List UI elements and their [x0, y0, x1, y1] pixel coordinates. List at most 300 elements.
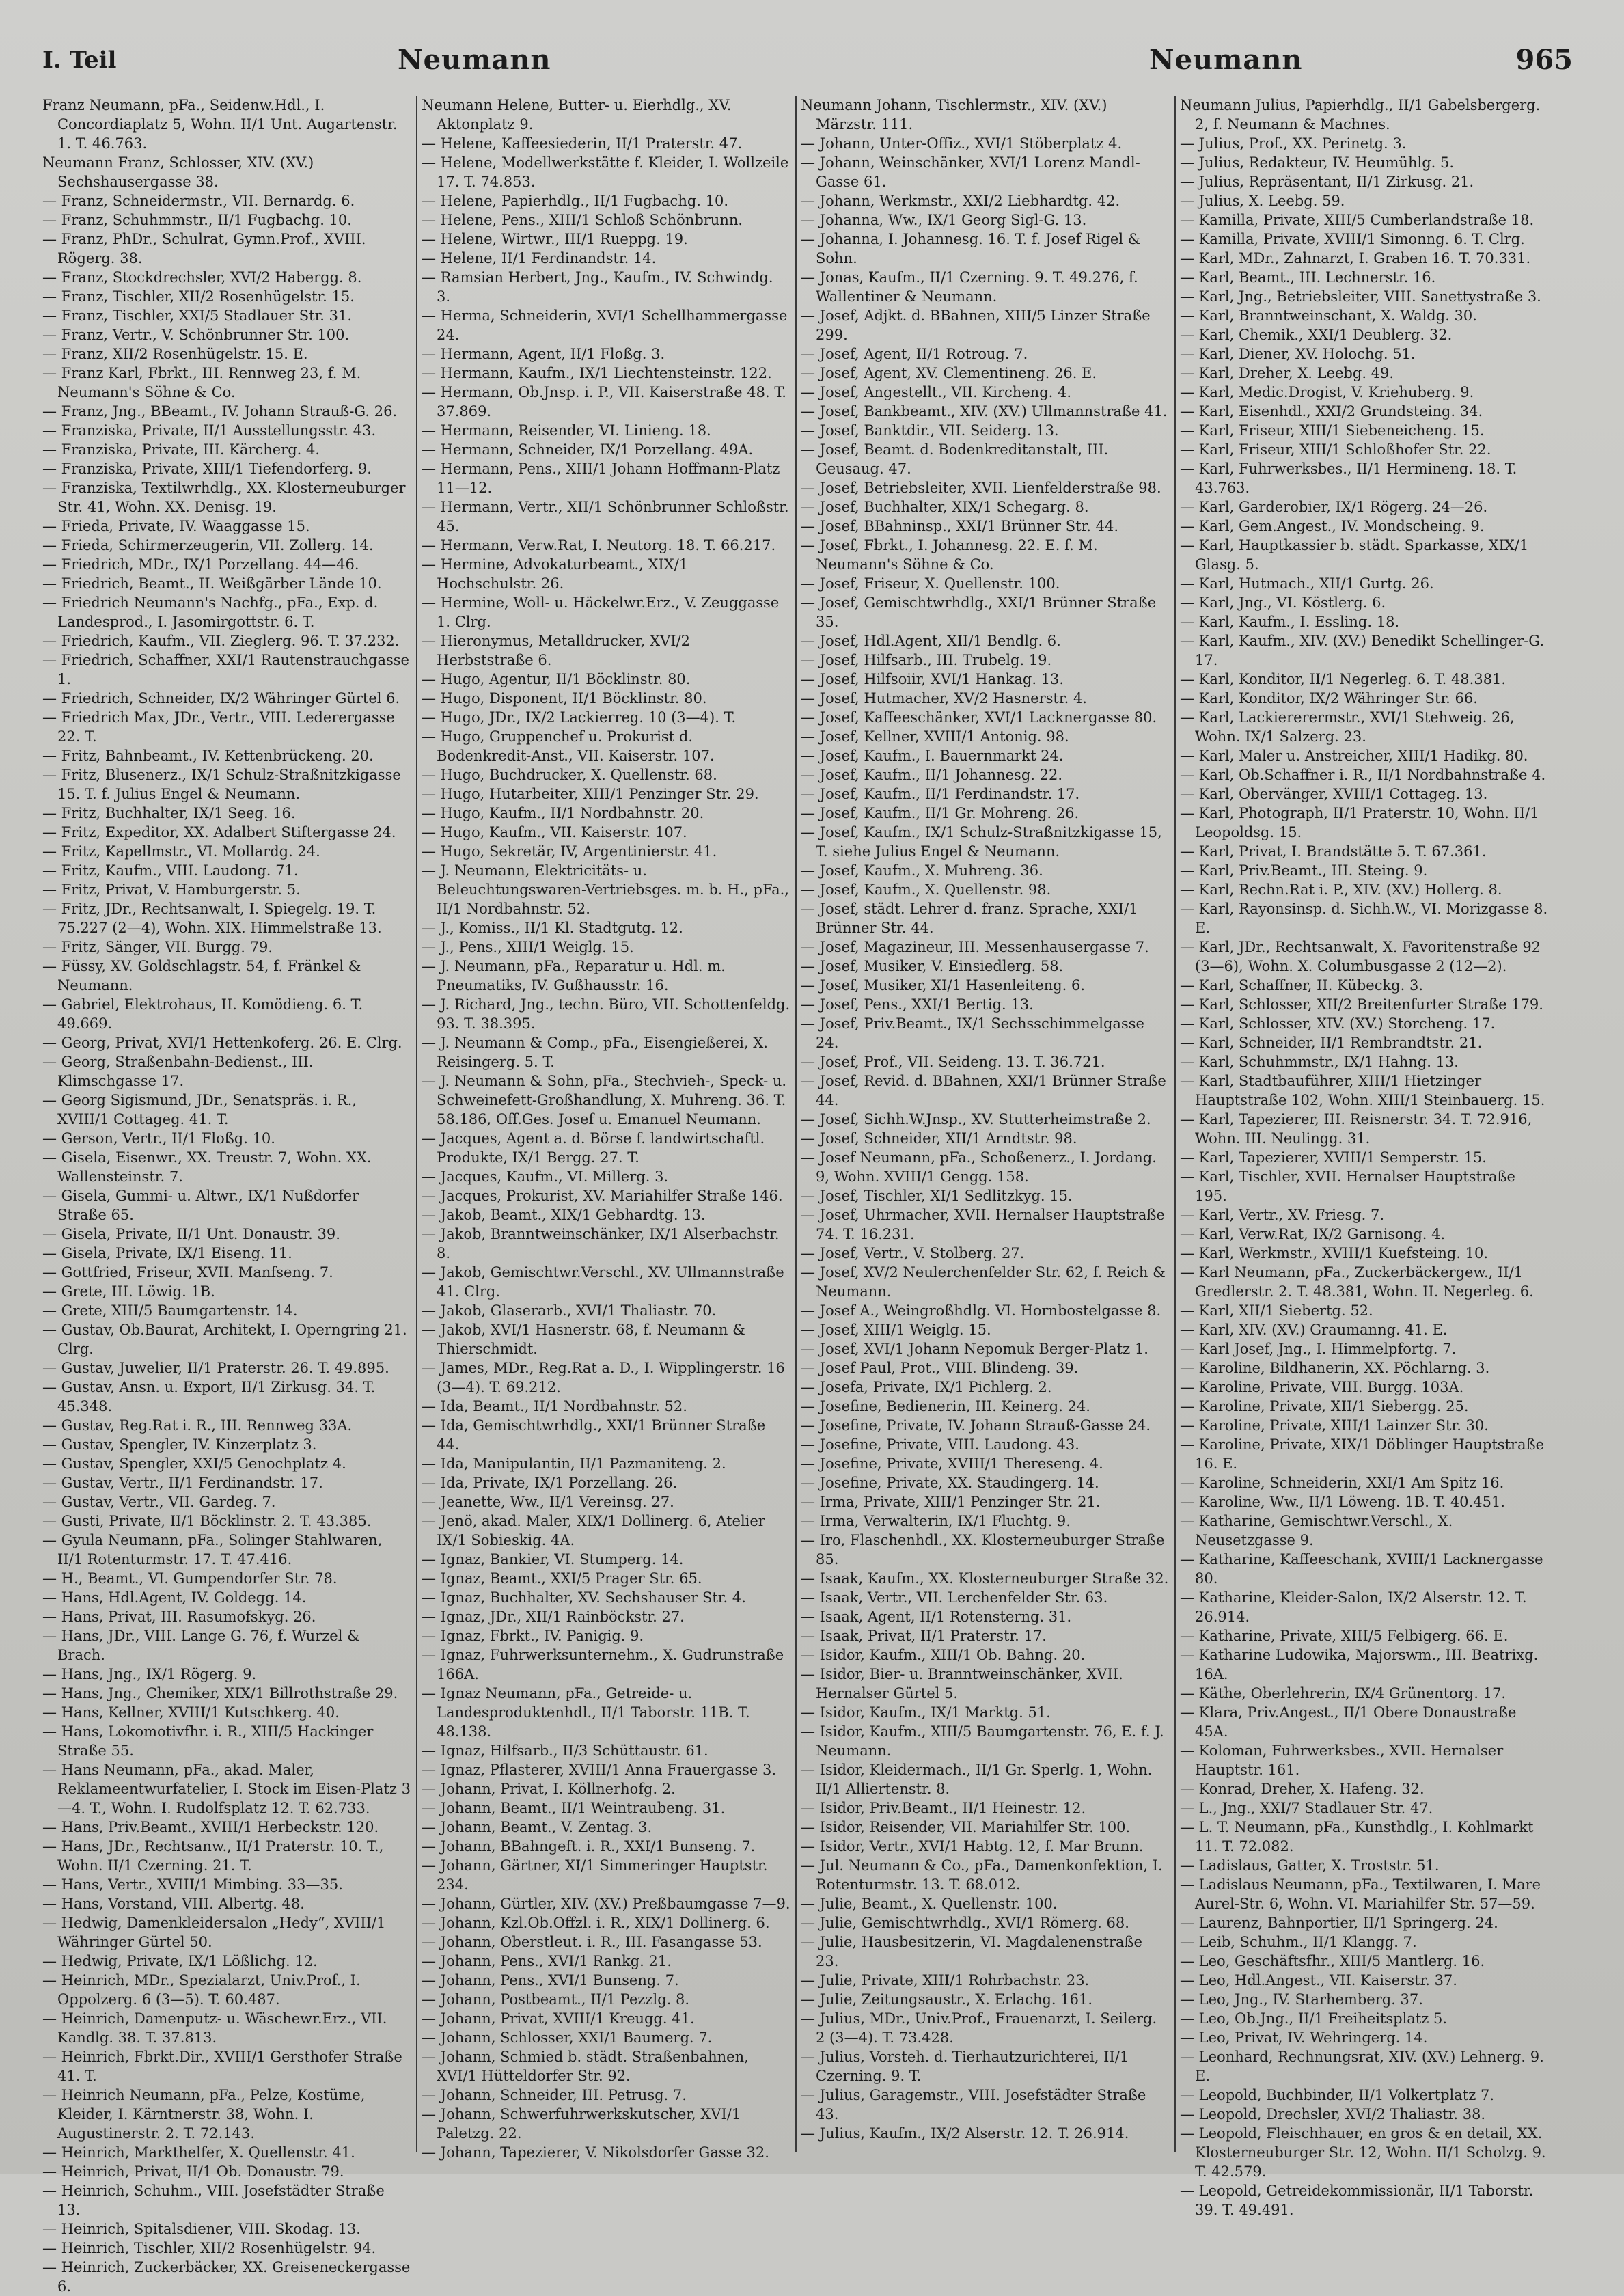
directory-entry: — Ignaz Neumann, pFa., Getreide- u. Landesproduktenhdl., II/1 Taborstr. 11B. T. 48.138. — [422, 1685, 750, 1740]
directory-entry: — Friedrich Max, JDr., Vertr., VIII. Lederergasse 22. T. — [42, 709, 395, 745]
directory-entry: — Karl, Chemik., XXI/1 Deublerg. 32. — [1180, 327, 1453, 343]
directory-entry: — Hugo, Sekretär, IV, Argentinierstr. 41. — [422, 843, 717, 860]
directory-entry: — Ignaz, Buchhalter, XV. Sechshauser Str. 4. — [422, 1589, 746, 1606]
directory-entry: — Friedrich, MDr., IX/1 Porzellang. 44—46. — [42, 556, 359, 573]
directory-entry: — Johann, Privat, XVIII/1 Kreugg. 41. — [422, 2010, 695, 2027]
directory-entry: — Frieda, Schirmerzeugerin, VII. Zollerg. 14. — [42, 537, 374, 554]
directory-entry: — Ignaz, Fbrkt., IV. Panigig. 9. — [422, 1628, 644, 1644]
directory-entry: — Hugo, Hutarbeiter, XIII/1 Penzinger Str. 29. — [422, 786, 759, 802]
directory-entry: — Josef, Revid. d. BBahnen, XXI/1 Brünner Straße 44. — [801, 1073, 1166, 1108]
column-4 — [1180, 96, 1549, 2218]
directory-entry: — Karl, Konditor, IX/2 Währinger Str. 66. — [1180, 690, 1478, 707]
directory-entry: — Josef, Pens., XXI/1 Bertig. 13. — [801, 996, 1034, 1013]
directory-entry: — Josefine, Private, IV. Johann Strauß-Gasse 24. — [801, 1417, 1151, 1434]
directory-entry: — Katharine, Private, XIII/5 Felbigerg. 66. E. — [1180, 1628, 1509, 1644]
directory-entry: — Friedrich, Schneider, IX/2 Währinger Gürtel 6. — [42, 690, 400, 707]
directory-entry: — Jeanette, Ww., II/1 Vereinsg. 27. — [422, 1494, 674, 1510]
directory-entry: — Friedrich, Kaufm., VII. Zieglerg. 96. T. 37.232. — [42, 633, 400, 649]
directory-entry: — Josef, Tischler, XI/1 Sedlitzkyg. 15. — [801, 1188, 1073, 1204]
directory-entry: — Hieronymus, Metalldrucker, XVI/2 Herbststraße 6. — [422, 633, 690, 668]
directory-entry: — Hans, Hdl.Agent, IV. Goldegg. 14. — [42, 1589, 307, 1606]
directory-entry: — Isidor, Priv.Beamt., II/1 Heinestr. 12. — [801, 1800, 1086, 1816]
directory-entry: — Karl, Kaufm., I. Essling. 18. — [1180, 614, 1400, 630]
directory-entry: — J. Neumann, pFa., Reparatur u. Hdl. m. Pneumatiks, IV. Gußhausstr. 16. — [422, 958, 726, 994]
directory-entry: — Josef, Kaufm., X. Quellenstr. 98. — [801, 882, 1051, 898]
directory-entry: — Josef, Uhrmacher, XVII. Hernalser Hauptstraße 74. T. 16.231. — [801, 1207, 1165, 1242]
directory-entry: — Gottfried, Friseur, XVII. Manfseng. 7. — [42, 1264, 333, 1281]
directory-entry: — Karl, Schuhmmstr., IX/1 Hahng. 13. — [1180, 1054, 1459, 1070]
directory-entry: — Josef, Sichh.W.Jnsp., XV. Stutterheimstraße 2. — [801, 1111, 1151, 1128]
directory-entry: — Georg, Straßenbahn-Bedienst., III. Klimschgasse 17. — [42, 1054, 314, 1089]
directory-entry: — Jonas, Kaufm., II/1 Czerning. 9. T. 49.276, f. Wallentiner & Neumann. — [801, 269, 1138, 305]
directory-entry: — Leo, Geschäftsfhr., XIII/5 Mantlerg. 16. — [1180, 1953, 1485, 1969]
directory-entry: — Franz Karl, Fbrkt., III. Rennweg 23, f. M. Neumann's Söhne & Co. — [42, 365, 361, 400]
directory-entry: — Gustav, Reg.Rat i. R., III. Rennweg 33A. — [42, 1417, 353, 1434]
directory-entry: — Karl, Friseur, XIII/1 Siebeneicheng. 15. — [1180, 422, 1485, 439]
directory-entry: — Gustav, Ansn. u. Export, II/1 Zirkusg. 34. T. 45.348. — [42, 1379, 376, 1414]
directory-entry: — Josef, Kaffeeschänker, XVI/1 Lacknergasse 80. — [801, 709, 1157, 726]
directory-entry: — Hugo, JDr., IX/2 Lackierreg. 10 (3—4). T. — [422, 709, 737, 726]
directory-entry: — Johann, Oberstleut. i. R., III. Fasangasse 53. — [422, 1934, 762, 1950]
directory-entry: — Julie, Zeitungsaustr., X. Erlachg. 161. — [801, 1991, 1093, 2008]
directory-entry: — Kamilla, Private, XIII/5 Cumberlandstraße 18. — [1180, 212, 1534, 228]
directory-entry: — Ignaz, JDr., XII/1 Rainböckstr. 27. — [422, 1609, 685, 1625]
directory-entry: — Hedwig, Private, IX/1 Lößlichg. 12. — [42, 1953, 318, 1969]
directory-entry: — Georg Sigismund, JDr., Senatspräs. i. R., XVIII/1 Cottageg. 41. T. — [42, 1092, 357, 1128]
directory-entry: — Klara, Priv.Angest., II/1 Obere Donaustraße 45A. — [1180, 1704, 1517, 1740]
directory-entry: — Josef, Betriebsleiter, XVII. Lienfelderstraße 98. — [801, 480, 1161, 496]
directory-entry: — Gustav, Vertr., II/1 Ferdinandstr. 17. — [42, 1475, 323, 1491]
directory-entry: — Karl, MDr., Zahnarzt, I. Graben 16. T. 70.331. — [1180, 250, 1531, 266]
directory-entry: — Isaak, Privat, II/1 Praterstr. 17. — [801, 1628, 1047, 1644]
directory-entry: — Friedrich Neumann's Nachfg., pFa., Exp. d. Landesprod., I. Jasomirgottstr. 6. T. — [42, 594, 379, 630]
column-divider — [1174, 96, 1176, 2152]
directory-entry: — Josef, Kaufm., II/1 Gr. Mohreng. 26. — [801, 805, 1079, 821]
column-2 — [422, 96, 790, 2161]
directory-entry: — Jakob, Glaserarb., XVI/1 Thaliastr. 70. — [422, 1302, 717, 1319]
directory-entry: — Karl, XII/1 Siebertg. 52. — [1180, 1302, 1373, 1319]
directory-entry: — Johann, Schmied b. städt. Straßenbahnen, XVI/1 Hütteldorfer Str. 92. — [422, 2049, 749, 2084]
directory-entry: — Karl, Schlosser, XII/2 Breitenfurter Straße 179. — [1180, 996, 1543, 1013]
directory-entry: — Julius, MDr., Univ.Prof., Frauenarzt, I. Seilerg. 2 (3—4). T. 73.428. — [801, 2010, 1157, 2046]
directory-entry: — Hans, Vertr., XVIII/1 Mimbing. 33—35. — [42, 1876, 343, 1893]
directory-entry: — Josef, Hutmacher, XV/2 Hasnerstr. 4. — [801, 690, 1087, 707]
directory-entry: — Leo, Ob.Jng., II/1 Freiheitsplatz 5. — [1180, 2010, 1448, 2027]
directory-entry: — Karoline, Private, VIII. Burgg. 103A. — [1180, 1379, 1464, 1395]
directory-entry: — Heinrich Neumann, pFa., Pelze, Kostüme, Kleider, I. Kärntnerstr. 38, Wohn. I. Augustinerstr. 2. T. 72.143. — [42, 2087, 366, 2142]
directory-entry: — Karl, XIV. (XV.) Graumanng. 41. E. — [1180, 1322, 1448, 1338]
directory-entry: — Isidor, Reisender, VII. Mariahilfer Str. 100. — [801, 1819, 1131, 1835]
directory-entry: — Karl, Privat, I. Brandstätte 5. T. 67.361. — [1180, 843, 1487, 860]
directory-entry: — Leo, Hdl.Angest., VII. Kaiserstr. 37. — [1180, 1972, 1457, 1988]
directory-entry: — Ida, Gemischtwrhdlg., XXI/1 Brünner Straße 44. — [422, 1417, 766, 1453]
directory-entry: — Grete, III. Löwig. 1B. — [42, 1283, 215, 1300]
directory-entry: — Jakob, Branntweinschänker, IX/1 Alserbachstr. 8. — [422, 1226, 780, 1261]
directory-entry: — Gisela, Eisenwr., XX. Treustr. 7, Wohn. XX. Wallensteinstr. 7. — [42, 1149, 372, 1185]
directory-entry: — Jakob, XVI/1 Hasnerstr. 68, f. Neumann & Thierschmidt. — [422, 1322, 745, 1357]
directory-entry: — Johann, Weinschänker, XVI/1 Lorenz Mandl-Gasse 61. — [801, 154, 1140, 190]
column-1 — [42, 96, 411, 2295]
directory-entry: — Gerson, Vertr., II/1 Floßg. 10. — [42, 1130, 275, 1147]
directory-entry: — Johann, Kzl.Ob.Offzl. i. R., XIX/1 Dollinerg. 6. — [422, 1915, 770, 1931]
directory-entry: — Johann, Schneider, III. Petrusg. 7. — [422, 2087, 687, 2103]
directory-entry: — J. Neumann & Comp., pFa., Eisengießerei, X. Reisingerg. 5. T. — [422, 1035, 768, 1070]
directory-entry: — Josef, Priv.Beamt., IX/1 Sechsschimmelgasse 24. — [801, 1015, 1144, 1051]
directory-entry: — Josef Paul, Prot., VIII. Blindeng. 39. — [801, 1360, 1079, 1376]
directory-entry: — Karl, Lackiererermstr., XVI/1 Stehweig. 26, Wohn. IX/1 Salzerg. 23. — [1180, 709, 1515, 745]
directory-entry: — Josefine, Private, XVIII/1 Thereseng. 4. — [801, 1456, 1103, 1472]
directory-entry: — Hermann, Verw.Rat, I. Neutorg. 18. T. 66.217. — [422, 537, 776, 554]
directory-entry: — Helene, Wirtwr., III/1 Rueppg. 19. — [422, 231, 688, 247]
directory-entry: — Johann, BBahngeft. i. R., XXI/1 Bunseng. 7. — [422, 1838, 756, 1855]
directory-entry: — Hans, Vorstand, VIII. Albertg. 48. — [42, 1896, 305, 1912]
directory-entry: — Josef, Fbrkt., I. Johannesg. 22. E. f. M. Neumann's Söhne & Co. — [801, 537, 1098, 573]
directory-entry: — Karl, Priv.Beamt., III. Steing. 9. — [1180, 862, 1428, 879]
directory-entry: — Josef, Prof., VII. Seideng. 13. T. 36.721. — [801, 1054, 1105, 1070]
directory-entry: — Josef, Buchhalter, XIX/1 Schegarg. 8. — [801, 499, 1089, 515]
directory-entry: — Hugo, Kaufm., II/1 Nordbahnstr. 20. — [422, 805, 704, 821]
directory-entry: — Karl, Werkmstr., XVIII/1 Kuefsteing. 10. — [1180, 1245, 1489, 1261]
directory-entry: — Josef, Gemischtwrhdlg., XXI/1 Brünner Straße 35. — [801, 594, 1157, 630]
directory-entry: — Josef, Vertr., V. Stolberg. 27. — [801, 1245, 1025, 1261]
directory-entry: — Franz, Tischler, XII/2 Rosenhügelstr. 15. — [42, 288, 355, 305]
directory-entry: — Ida, Manipulantin, II/1 Pazmaniteng. 2. — [422, 1456, 726, 1472]
directory-entry: — Ignaz, Bankier, VI. Stumperg. 14. — [422, 1551, 684, 1568]
directory-entry: — Leopold, Getreidekommissionär, II/1 Taborstr. 39. T. 49.491. — [1180, 2183, 1534, 2218]
directory-entry: — Josef, städt. Lehrer d. franz. Sprache, XXI/1 Brünner Str. 44. — [801, 901, 1138, 936]
directory-entry: Neumann Helene, Butter- u. Eierhdlg., XV. Aktonplatz 9. — [422, 97, 732, 133]
directory-entry: — Karoline, Private, XIII/1 Lainzer Str. 30. — [1180, 1417, 1489, 1434]
directory-entry: — Jakob, Gemischtwr.Verschl., XV. Ullmannstraße 41. Clrg. — [422, 1264, 784, 1300]
directory-entry: — Franz, Tischler, XXI/5 Stadlauer Str. 31. — [42, 308, 353, 324]
directory-entry: — Johann, Unter-Offiz., XVI/1 Stöberplatz 4. — [801, 135, 1123, 152]
directory-entry: — Ignaz, Beamt., XXI/5 Prager Str. 65. — [422, 1570, 702, 1587]
directory-entry: — Fritz, Kaufm., VIII. Laudong. 71. — [42, 862, 299, 879]
directory-entry: — Johann, Beamt., II/1 Weintraubeng. 31. — [422, 1800, 726, 1816]
directory-entry: — Hugo, Disponent, II/1 Böcklinstr. 80. — [422, 690, 707, 707]
directory-entry: — Heinrich, Fbrkt.Dir., XVIII/1 Gersthofer Straße 41. T. — [42, 2049, 402, 2084]
directory-entry: — Isidor, Vertr., XVI/1 Habtg. 12, f. Mar Brunn. — [801, 1838, 1144, 1855]
directory-entry: — Hugo, Gruppenchef u. Prokurist d. Bodenkredit-Anst., VII. Kaiserstr. 107. — [422, 728, 715, 764]
directory-entry: — Isidor, Kleidermach., II/1 Gr. Sperlg. 1, Wohn. II/1 Alliertenstr. 8. — [801, 1762, 1153, 1797]
directory-entry: — Isaak, Vertr., VII. Lerchenfelder Str. 63. — [801, 1589, 1108, 1606]
directory-entry: — Josef, Angestellt., VII. Kircheng. 4. — [801, 384, 1072, 400]
directory-entry: — Helene, II/1 Ferdinandstr. 14. — [422, 250, 657, 266]
directory-entry: — Gisela, Private, II/1 Unt. Donaustr. 39. — [42, 1226, 340, 1242]
directory-entry: — Ignaz, Fuhrwerksunternehm., X. Gudrunstraße 166A. — [422, 1647, 784, 1682]
directory-entry: — Hans Neumann, pFa., akad. Maler, Reklameentwurfatelier, I. Stock im Eisen-Platz 3—4. T., Wohn. I. Rudolfsplatz 12. T. 62.733. — [42, 1762, 411, 1816]
directory-entry: — Franz, Schuhmmstr., II/1 Fugbachg. 10. — [42, 212, 352, 228]
directory-entry: — Käthe, Oberlehrerin, IX/4 Grünentorg. 17. — [1180, 1685, 1506, 1702]
directory-entry: — Isidor, Kaufm., IX/1 Marktg. 51. — [801, 1704, 1051, 1721]
directory-entry: — Franz, Vertr., V. Schönbrunner Str. 100. — [42, 327, 350, 343]
directory-entry: — Hugo, Buchdrucker, X. Quellenstr. 68. — [422, 767, 717, 783]
directory-entry: — Hermann, Ob.Jnsp. i. P., VII. Kaiserstraße 48. T. 37.869. — [422, 384, 786, 420]
directory-entry: — Karl, Friseur, XIII/1 Schloßhofer Str. 22. — [1180, 441, 1491, 458]
directory-entry: — James, MDr., Reg.Rat a. D., I. Wipplingerstr. 16 (3—4). T. 69.212. — [422, 1360, 785, 1395]
directory-entry: — Hermann, Schneider, IX/1 Porzellang. 49A. — [422, 441, 754, 458]
directory-entry: — Jacques, Prokurist, XV. Mariahilfer Straße 146. — [422, 1188, 783, 1204]
directory-entry: — Karl, Eisenhdl., XXI/2 Grundsteing. 34. — [1180, 403, 1483, 420]
directory-entry: — Leo, Privat, IV. Wehringerg. 14. — [1180, 2030, 1428, 2046]
directory-entry: — Johanna, Ww., IX/1 Georg Sigl-G. 13. — [801, 212, 1087, 228]
directory-entry: — Julie, Private, XIII/1 Rohrbachstr. 23. — [801, 1972, 1090, 1988]
directory-entry: — Julius, Prof., XX. Perinetg. 3. — [1180, 135, 1407, 152]
directory-entry: — Karl Neumann, pFa., Zuckerbäckergew., II/1 Gredlerstr. 2. T. 48.381, Wohn. II. Negerleg. 6. — [1180, 1264, 1534, 1300]
directory-entry: — Karl, Schneider, II/1 Rembrandtstr. 21. — [1180, 1035, 1483, 1051]
column-divider — [416, 96, 417, 2152]
directory-entry: — Julie, Beamt., X. Quellenstr. 100. — [801, 1896, 1058, 1912]
directory-entry: — Karl, Garderobier, IX/1 Rögerg. 24—26. — [1180, 499, 1488, 515]
directory-entry: — Isaak, Kaufm., XX. Klosterneuburger Straße 32. — [801, 1570, 1169, 1587]
directory-entry: — J. Neumann & Sohn, pFa., Stechvieh-, Speck- u. Schweinefett-Großhandlung, X. Muhreng. 36. T. 58.186, Off.Ges. Josef u. Emanuel Neumann. — [422, 1073, 787, 1128]
directory-entry: — Johann, Schlosser, XXI/1 Baumerg. 7. — [422, 2030, 713, 2046]
directory-entry: — Karl, Gem.Angest., IV. Mondscheing. 9. — [1180, 518, 1485, 534]
directory-entry: — Johann, Gärtner, XI/1 Simmeringer Hauptstr. 234. — [422, 1857, 768, 1893]
directory-entry: — Leonhard, Rechnungsrat, XIV. (XV.) Lehnerg. 9. E. — [1180, 2049, 1544, 2084]
directory-entry: — Hermine, Woll- u. Häckelwr.Erz., V. Zeuggasse 1. Clrg. — [422, 594, 780, 630]
directory-entry: — Gisela, Gummi- u. Altwr., IX/1 Nußdorfer Straße 65. — [42, 1188, 359, 1223]
directory-entry: — Grete, XIII/5 Baumgartenstr. 14. — [42, 1302, 298, 1319]
directory-entry: — Johann, Gürtler, XIV. (XV.) Preßbaumgasse 7—9. — [422, 1896, 790, 1912]
directory-entry: — Karl, Rayonsinsp. d. Sichh.W., VI. Morizgasse 8. E. — [1180, 901, 1548, 936]
directory-entry: — Katharine, Kaffeeschank, XVIII/1 Lacknergasse 80. — [1180, 1551, 1543, 1587]
directory-entry: — Josefa, Private, IX/1 Pichlerg. 2. — [801, 1379, 1052, 1395]
directory-entry: — Friedrich, Schaffner, XXI/1 Rautenstrauchgasse 1. — [42, 652, 409, 687]
directory-entry: — Karl, Konditor, II/1 Negerleg. 6. T. 48.381. — [1180, 671, 1506, 687]
directory-entry: — Hermann, Vertr., XII/1 Schönbrunner Schloßstr. 45. — [422, 499, 789, 534]
directory-entry: — Herma, Schneiderin, XVI/1 Schellhammergasse 24. — [422, 308, 788, 343]
directory-entry: Neumann Franz, Schlosser, XIV. (XV.) Sechshausergasse 38. — [42, 154, 314, 190]
directory-entry: — Karl, JDr., Rechtsanwalt, X. Favoritenstraße 92 (3—6), Wohn. X. Columbusgasse 2 (12—2). — [1180, 939, 1541, 974]
directory-entry: — Isaak, Agent, II/1 Rotensterng. 31. — [801, 1609, 1072, 1625]
directory-entry: — Ida, Beamt., II/1 Nordbahnstr. 52. — [422, 1398, 687, 1414]
directory-entry: — Karl, Hauptkassier b. städt. Sparkasse, XIX/1 Glasg. 5. — [1180, 537, 1529, 573]
directory-entry: — Fritz, Blusenerz., IX/1 Schulz-Straßnitzkigasse 15. T. f. Julius Engel & Neumann. — [42, 767, 401, 802]
directory-entry: — Gustav, Spengler, XXI/5 Genochplatz 4. — [42, 1456, 346, 1472]
directory-entry: — Karl, Hutmach., XII/1 Gurtg. 26. — [1180, 575, 1434, 592]
directory-entry: — Hans, JDr., Rechtsanw., II/1 Praterstr. 10. T., Wohn. II/1 Czerning. 21. T. — [42, 1838, 384, 1874]
directory-entry: — Iro, Flaschenhdl., XX. Klosterneuburger Straße 85. — [801, 1532, 1165, 1568]
directory-entry: — Helene, Papierhdlg., II/1 Fugbachg. 10. — [422, 193, 729, 209]
directory-entry: — Josef, Banktdir., VII. Seiderg. 13. — [801, 422, 1059, 439]
directory-entry: — Ida, Private, IX/1 Porzellang. 26. — [422, 1475, 678, 1491]
directory-entry: — Isidor, Bier- u. Branntweinschänker, XVII. Hernalser Gürtel 5. — [801, 1666, 1123, 1702]
directory-entry: — Josefine, Private, VIII. Laudong. 43. — [801, 1436, 1079, 1453]
directory-entry: — Friedrich, Beamt., II. Weißgärber Lände 10. — [42, 575, 382, 592]
directory-entry: — Koloman, Fuhrwerksbes., XVII. Hernalser Hauptstr. 161. — [1180, 1742, 1504, 1778]
directory-entry: — Kamilla, Private, XVIII/1 Simonng. 6. T. Clrg. — [1180, 231, 1525, 247]
directory-entry: — Hermann, Agent, II/1 Floßg. 3. — [422, 346, 665, 362]
directory-entry: — Karl, Jng., VI. Köstlerg. 6. — [1180, 594, 1386, 611]
directory-entry: — Helene, Modellwerkstätte f. Kleider, I. Wollzeile 17. T. 74.853. — [422, 154, 789, 190]
directory-entry: — H., Beamt., VI. Gumpendorfer Str. 78. — [42, 1570, 338, 1587]
directory-entry: — Josef, Hilfsoiir, XVI/1 Hankag. 13. — [801, 671, 1064, 687]
directory-entry: — Julius, X. Leebg. 59. — [1180, 193, 1345, 209]
directory-entry: — Ignaz, Pflasterer, XVIII/1 Anna Frauergasse 3. — [422, 1762, 777, 1778]
directory-entry: — Karl, Photograph, II/1 Praterstr. 10, Wohn. II/1 Leopoldsg. 15. — [1180, 805, 1539, 840]
directory-entry: — Karl, Fuhrwerksbes., II/1 Hermineng. 18. T. 43.763. — [1180, 461, 1517, 496]
directory-entry: — Franziska, Private, XIII/1 Tiefendorferg. 9. — [42, 461, 372, 477]
directory-entry: — Josefine, Private, XX. Staudingerg. 14. — [801, 1475, 1099, 1491]
directory-entry: — Josef, Kaufm., II/1 Ferdinandstr. 17. — [801, 786, 1080, 802]
directory-entry: — Ladislaus Neumann, pFa., Textilwaren, I. Mare Aurel-Str. 6, Wohn. VI. Mariahilfer Str. 57—59. — [1180, 1876, 1541, 1912]
directory-entry: — Hans, Priv.Beamt., XVIII/1 Herbeckstr. 120. — [42, 1819, 379, 1835]
directory-entry: — L., Jng., XXI/7 Stadlauer Str. 47. — [1180, 1800, 1433, 1816]
directory-entry: — Karl, Maler u. Anstreicher, XIII/1 Hadikg. 80. — [1180, 748, 1528, 764]
directory-entry: — Josef, Musiker, V. Einsiedlerg. 58. — [801, 958, 1064, 974]
directory-entry: — Karl, Schaffner, II. Kübeckg. 3. — [1180, 977, 1424, 994]
directory-entry: — Josef, Agent, II/1 Rotroug. 7. — [801, 346, 1028, 362]
directory-entry: Neumann Julius, Papierhdlg., II/1 Gabelsbergerg. 2, f. Neumann & Machnes. — [1180, 97, 1541, 133]
directory-entry: — Josef, Kaufm., X. Muhreng. 36. — [801, 862, 1043, 879]
directory-entry: — Johann, Postbeamt., II/1 Pezzlg. 8. — [422, 1991, 690, 2008]
directory-entry: — Karl, Branntweinschant, X. Waldg. 30. — [1180, 308, 1477, 324]
directory-entry: — Josef, Kaufm., I. Bauernmarkt 24. — [801, 748, 1064, 764]
directory-entry: Franz Neumann, pFa., Seidenw.Hdl., I. Concordiaplatz 5, Wohn. II/1 Unt. Augartenstr. 1. T. 46.763. — [42, 97, 398, 152]
directory-entry: — Heinrich, Privat, II/1 Ob. Donaustr. 79. — [42, 2163, 344, 2180]
directory-entry: — J. Neumann, Elektricitäts- u. Beleuchtungswaren-Vertriebsges. m. b. H., pFa., II/1 Nordbahnstr. 52. — [422, 862, 789, 917]
directory-entry: — Heinrich, Damenputz- u. Wäschewr.Erz., VII. Kandlg. 38. T. 37.813. — [42, 2010, 387, 2046]
directory-entry: — Josef, Hdl.Agent, XII/1 Bendlg. 6. — [801, 633, 1061, 649]
directory-entry: — Hans, Jng., IX/1 Rögerg. 9. — [42, 1666, 257, 1682]
directory-entry: — Karl, Medic.Drogist, V. Kriehuberg. 9. — [1180, 384, 1474, 400]
directory-entry: — Karl, Tapezierer, III. Reisnerstr. 34. T. 72.916, Wohn. III. Neulingg. 31. — [1180, 1111, 1532, 1147]
directory-entry: — Hermann, Kaufm., IX/1 Liechtensteinstr. 122. — [422, 365, 772, 381]
directory-entry: — Leopold, Fleischhauer, en gros & en detail, XX. Klosterneuburger Str. 12, Wohn. II/1 Scholzg. 9. T. 42.579. — [1180, 2125, 1546, 2180]
directory-entry: — Gusti, Private, II/1 Böcklinstr. 2. T. 43.385. — [42, 1513, 372, 1529]
directory-entry: — Katharine Ludowika, Majorswm., III. Beatrixg. 16A. — [1180, 1647, 1539, 1682]
directory-entry: — Heinrich, Tischler, XII/2 Rosenhügelstr. 94. — [42, 2240, 376, 2256]
directory-entry: — Hugo, Kaufm., VII. Kaiserstr. 107. — [422, 824, 687, 840]
directory-entry: — Ramsian Herbert, Jng., Kaufm., IV. Schwindg. 3. — [422, 269, 773, 305]
directory-entry: — Josef A., Weingroßhdlg. VI. Hornbostelgasse 8. — [801, 1302, 1161, 1319]
directory-entry: — Fritz, JDr., Rechtsanwalt, I. Spiegelg. 19. T. 75.227 (2—4), Wohn. XIX. Himmelstraße 13. — [42, 901, 382, 936]
directory-entry: — Gustav, Ob.Baurat, Architekt, I. Operngring 21. Clrg. — [42, 1322, 407, 1357]
directory-entry: — Hans, Lokomotivfhr. i. R., XIII/5 Hackinger Straße 55. — [42, 1723, 374, 1759]
directory-entry: — Hedwig, Damenkleidersalon „Hedy“, XVIII/1 Währinger Gürtel 50. — [42, 1915, 386, 1950]
directory-entry: — Leib, Schuhm., II/1 Klangg. 7. — [1180, 1934, 1417, 1950]
directory-entry: — Katharine, Gemischtwr.Verschl., X. Neusetzgasse 9. — [1180, 1513, 1453, 1548]
directory-entry: — Franz, Jng., BBeamt., IV. Johann Strauß-G. 26. — [42, 403, 398, 420]
directory-entry: — Karoline, Private, XIX/1 Döblinger Hauptstraße 16. E. — [1180, 1436, 1545, 1472]
directory-entry: — J. Richard, Jng., techn. Büro, VII. Schottenfeldg. 93. T. 38.395. — [422, 996, 790, 1032]
running-head-right: Neumann — [1149, 44, 1303, 76]
directory-entry: — Gustav, Juwelier, II/1 Praterstr. 26. T. 49.895. — [42, 1360, 389, 1376]
directory-entry: — Julius, Repräsentant, II/1 Zirkusg. 21. — [1180, 174, 1474, 190]
directory-entry: — Leo, Jng., IV. Starhemberg. 37. — [1180, 1991, 1423, 2008]
directory-entry: — Hermann, Reisender, VI. Linieng. 18. — [422, 422, 711, 439]
directory-entry: — Karoline, Private, XII/1 Siebergg. 25. — [1180, 1398, 1469, 1414]
directory-entry: — Heinrich, Zuckerbäcker, XX. Greiseneckergasse 6. — [42, 2259, 411, 2295]
directory-entry: — Heinrich, Spitalsdiener, VIII. Skodag. 13. — [42, 2221, 361, 2237]
directory-entry: — Julie, Gemischtwrhdlg., XVI/1 Römerg. 68. — [801, 1915, 1129, 1931]
directory-entry: — Johann, Beamt., V. Zentag. 3. — [422, 1819, 652, 1835]
directory-entry: — Julie, Hausbesitzerin, VI. Magdalenenstraße 23. — [801, 1934, 1142, 1969]
directory-entry: — Josef, XVI/1 Johann Nepomuk Berger-Platz 1. — [801, 1341, 1148, 1357]
directory-entry: — Karl, Rechn.Rat i. P., XIV. (XV.) Hollerg. 8. — [1180, 882, 1502, 898]
directory-entry: — Hans, Kellner, XVIII/1 Kutschkerg. 40. — [42, 1704, 340, 1721]
directory-entry: — Hans, Jng., Chemiker, XIX/1 Billrothstraße 29. — [42, 1685, 398, 1702]
directory-entry: — L. T. Neumann, pFa., Kunsthdlg., I. Kohlmarkt 11. T. 72.082. — [1180, 1819, 1534, 1855]
directory-entry: — J., Komiss., II/1 Kl. Stadtgutg. 12. — [422, 920, 683, 936]
directory-entry: — Josef, Musiker, XI/1 Hasenleiteng. 6. — [801, 977, 1086, 994]
directory-entry: — Josef Neumann, pFa., Schoßenerz., I. Jordang. 9, Wohn. XVIII/1 Gengg. 158. — [801, 1149, 1157, 1185]
directory-entry: — Josef, Kellner, XVIII/1 Antonig. 98. — [801, 728, 1069, 745]
directory-entry: — Josef, Agent, XV. Clementineng. 26. E. — [801, 365, 1097, 381]
directory-entry: — Karl, Beamt., III. Lechnerstr. 16. — [1180, 269, 1436, 286]
page-header — [42, 40, 1573, 81]
directory-entry: — Helene, Kaffeesiederin, II/1 Praterstr. 47. — [422, 135, 743, 152]
directory-entry: — Franz, Stockdrechsler, XVI/2 Habergg. 8. — [42, 269, 362, 286]
directory-entry: — Josefine, Bedienerin, III. Keinerg. 24. — [801, 1398, 1090, 1414]
page-number: 965 — [1515, 44, 1573, 76]
directory-entry: — Gisela, Private, IX/1 Eiseng. 11. — [42, 1245, 292, 1261]
directory-entry: — Josef, Bankbeamt., XIV. (XV.) Ullmannstraße 41. — [801, 403, 1168, 420]
directory-entry: — Josef, XV/2 Neulerchenfelder Str. 62, f. Reich & Neumann. — [801, 1264, 1166, 1300]
directory-entry: — Karl, Tischler, XVII. Hernalser Hauptstraße 195. — [1180, 1168, 1515, 1204]
directory-entry: — Franz, XII/2 Rosenhügelstr. 15. E. — [42, 346, 308, 362]
directory-entry: — Jakob, Beamt., XIX/1 Gebhardtg. 13. — [422, 1207, 706, 1223]
directory-entry: — Fritz, Kapellmstr., VI. Mollardg. 24. — [42, 843, 320, 860]
directory-entry: — Karl, Verw.Rat, IX/2 Garnisong. 4. — [1180, 1226, 1446, 1242]
directory-entry: — Josef, Schneider, XII/1 Arndtstr. 98. — [801, 1130, 1077, 1147]
directory-entry: — Jul. Neumann & Co., pFa., Damenkonfektion, I. Rotenturmstr. 13. T. 68.012. — [801, 1857, 1163, 1893]
directory-entry: — Jacques, Kaufm., VI. Millerg. 3. — [422, 1168, 669, 1185]
directory-entry: — Franziska, Private, III. Kärcherg. 4. — [42, 441, 320, 458]
directory-entry: — Julius, Vorsteh. d. Tierhautzurichterei, II/1 Czerning. 9. T. — [801, 2049, 1129, 2084]
directory-entry: — Heinrich, MDr., Spezialarzt, Univ.Prof., I. Oppolzerg. 6 (3—5). T. 60.487. — [42, 1972, 361, 2008]
directory-entry: — Jenö, akad. Maler, XIX/1 Dollinerg. 6, Atelier IX/1 Sobieskig. 4A. — [422, 1513, 765, 1548]
directory-entry: — Karl, Obervänger, XVIII/1 Cottageg. 13. — [1180, 786, 1488, 802]
directory-entry: — Karl, Dreher, X. Leebg. 49. — [1180, 365, 1394, 381]
directory-entry: — Karl, Kaufm., XIV. (XV.) Benedikt Schellinger-G. 17. — [1180, 633, 1544, 668]
column-3 — [801, 96, 1170, 2152]
directory-entry: — Jacques, Agent a. d. Börse f. landwirtschaftl. Produkte, IX/1 Bergg. 27. T. — [422, 1130, 765, 1166]
directory-entry: — Helene, Pens., XIII/1 Schloß Schönbrunn. — [422, 212, 743, 228]
directory-entry: — Heinrich, Markthelfer, X. Quellenstr. 41. — [42, 2144, 355, 2161]
directory-entry: — Karl, Jng., Betriebsleiter, VIII. Sanettystraße 3. — [1180, 288, 1541, 305]
directory-entry: — Isidor, Kaufm., XIII/5 Baumgartenstr. 76, E. f. J. Neumann. — [801, 1723, 1164, 1759]
directory-entry: — Franziska, Private, II/1 Ausstellungsstr. 43. — [42, 422, 376, 439]
directory-entry: — Konrad, Dreher, X. Hafeng. 32. — [1180, 1781, 1425, 1797]
directory-entry: — Franziska, Textilwrhdlg., XX. Klosterneuburger Str. 41, Wohn. XX. Denisg. 19. — [42, 480, 406, 515]
directory-entry: — Josef, Magazineur, III. Messenhausergasse 7. — [801, 939, 1149, 955]
running-head-left: Neumann — [398, 44, 551, 76]
directory-entry: — Josef, Adjkt. d. BBahnen, XIII/5 Linzer Straße 299. — [801, 308, 1151, 343]
directory-entry: — Josef, Kaufm., II/1 Johannesg. 22. — [801, 767, 1063, 783]
directory-entry: — Karl, Diener, XV. Holochg. 51. — [1180, 346, 1416, 362]
directory-entry: — Josef, BBahninsp., XXI/1 Brünner Str. 44. — [801, 518, 1119, 534]
directory-entry: — Franz, Schneidermstr., VII. Bernardg. 6. — [42, 193, 355, 209]
directory-entry: — Fritz, Sänger, VII. Burgg. 79. — [42, 939, 273, 955]
directory-entry: — Johann, Pens., XVI/1 Rankg. 21. — [422, 1953, 672, 1969]
directory-entry: — Ignaz, Hilfsarb., II/3 Schüttaustr. 61. — [422, 1742, 708, 1759]
directory-entry: — Georg, Privat, XVI/1 Hettenkoferg. 26. E. Clrg. — [42, 1035, 402, 1051]
directory-entry: — Julius, Redakteur, IV. Heumühlg. 5. — [1180, 154, 1455, 171]
directory-entry: — Laurenz, Bahnportier, II/1 Springerg. 24. — [1180, 1915, 1498, 1931]
directory-entry: — Gabriel, Elektrohaus, II. Komödieng. 6. T. 49.669. — [42, 996, 363, 1032]
directory-entry: — Ladislaus, Gatter, X. Troststr. 51. — [1180, 1857, 1440, 1874]
directory-entry: — Karl, Vertr., XV. Friesg. 7. — [1180, 1207, 1385, 1223]
directory-entry: — Gustav, Spengler, IV. Kinzerplatz 3. — [42, 1436, 317, 1453]
directory-entry: — Karl, Tapezierer, XVIII/1 Semperstr. 15. — [1180, 1149, 1487, 1166]
directory-entry: — Johann, Schwerfuhrwerkskutscher, XVI/1 Paletzg. 22. — [422, 2106, 741, 2142]
directory-entry: — Frieda, Private, IV. Waaggasse 15. — [42, 518, 310, 534]
directory-entry: — Katharine, Kleider-Salon, IX/2 Alserstr. 12. T. 26.914. — [1180, 1589, 1527, 1625]
directory-entry: — Karl, Ob.Schaffner i. R., II/1 Nordbahnstraße 4. — [1180, 767, 1546, 783]
directory-entry: — Josef, Beamt. d. Bodenkreditanstalt, III. Geusaug. 47. — [801, 441, 1109, 477]
